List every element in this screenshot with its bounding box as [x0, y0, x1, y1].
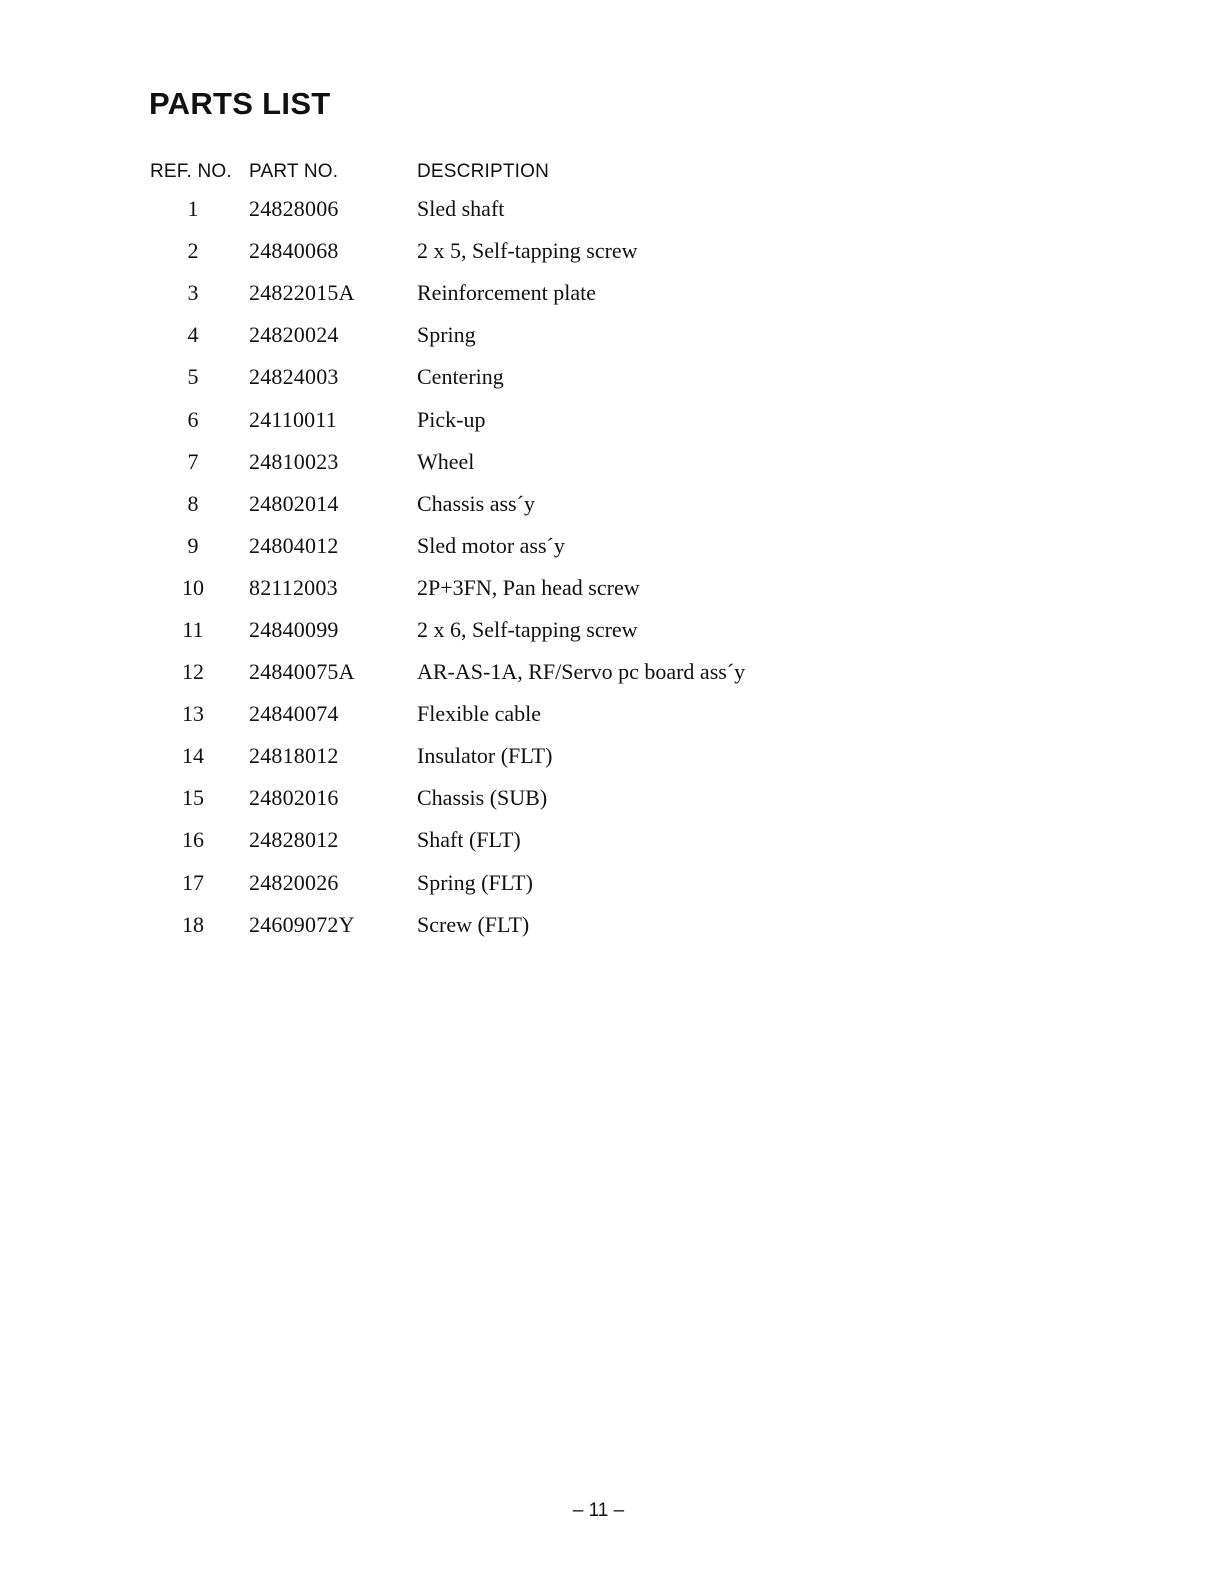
part-no-cell: 24609072Y	[249, 911, 355, 937]
ref-no-cell: 15	[182, 785, 204, 811]
description-cell: Spring (FLT)	[417, 869, 533, 895]
table-row	[150, 483, 837, 525]
table-header-row	[150, 156, 837, 188]
page-number: – 11 –	[572, 1500, 625, 1521]
ref-no-cell: 12	[182, 659, 204, 685]
ref-no-cell: 13	[182, 701, 204, 727]
ref-no-cell: 10	[182, 574, 204, 600]
ref-no-cell: 2	[187, 238, 199, 264]
description-cell: Sled shaft	[417, 196, 505, 222]
table-row	[150, 230, 837, 272]
table-row	[150, 314, 837, 356]
ref-no-cell: 9	[187, 532, 199, 558]
table-row	[150, 188, 837, 230]
table-row	[150, 272, 837, 314]
column-header-ref-no: REF. NO.	[150, 161, 232, 182]
description-cell: Screw (FLT)	[417, 911, 530, 937]
description-cell: Wheel	[417, 448, 475, 474]
description-cell: 2 x 6, Self-tapping screw	[417, 616, 638, 642]
description-cell: Chassis ass´y	[417, 490, 535, 516]
part-no-cell: 24824003	[249, 364, 339, 390]
ref-no-cell: 3	[187, 280, 199, 306]
description-cell: Spring	[417, 322, 476, 348]
description-cell: 2 x 5, Self-tapping screw	[417, 238, 638, 264]
ref-no-cell: 7	[187, 448, 199, 474]
page-title: PARTS LIST	[149, 86, 331, 121]
ref-no-cell: 18	[182, 911, 204, 937]
table-row	[150, 398, 837, 440]
description-cell: Chassis (SUB)	[417, 785, 548, 811]
ref-no-cell: 8	[187, 490, 199, 516]
description-cell: Shaft (FLT)	[417, 827, 521, 853]
table-row	[150, 777, 837, 819]
description-cell: 2P+3FN, Pan head screw	[417, 574, 640, 600]
ref-no-cell: 6	[187, 406, 199, 432]
description-cell: Centering	[417, 364, 504, 390]
table-row	[150, 609, 837, 651]
part-no-cell: 24840074	[249, 701, 339, 727]
description-cell: Pick-up	[417, 406, 486, 432]
table-row	[150, 819, 837, 861]
part-no-cell: 24828012	[249, 827, 339, 853]
part-no-cell: 24840099	[249, 616, 339, 642]
part-no-cell: 24820024	[249, 322, 339, 348]
part-no-cell: 24822015A	[249, 280, 355, 306]
ref-no-cell: 16	[182, 827, 204, 853]
part-no-cell: 24804012	[249, 532, 339, 558]
description-cell: AR-AS-1A, RF/Servo pc board ass´y	[417, 659, 746, 685]
description-cell: Sled motor ass´y	[417, 532, 565, 558]
part-no-cell: 24840068	[249, 238, 339, 264]
part-no-cell: 24802016	[249, 785, 339, 811]
part-no-cell: 24828006	[249, 196, 339, 222]
part-no-cell: 24810023	[249, 448, 339, 474]
table-row	[150, 441, 837, 483]
ref-no-cell: 14	[182, 743, 204, 769]
description-cell: Insulator (FLT)	[417, 743, 553, 769]
parts-table	[150, 156, 837, 946]
ref-no-cell: 1	[187, 196, 199, 222]
table-row	[150, 904, 837, 946]
part-no-cell: 24110011	[249, 406, 337, 432]
column-header-part-no: PART NO.	[249, 161, 339, 182]
table-row	[150, 735, 837, 777]
part-no-cell: 24840075A	[249, 659, 355, 685]
table-row	[150, 567, 837, 609]
ref-no-cell: 4	[187, 322, 199, 348]
description-cell: Reinforcement plate	[417, 280, 596, 306]
ref-no-cell: 11	[182, 616, 204, 642]
table-row	[150, 862, 837, 904]
column-header-description: DESCRIPTION	[417, 161, 550, 182]
table-row	[150, 693, 837, 735]
ref-no-cell: 5	[187, 364, 199, 390]
part-no-cell: 24820026	[249, 869, 339, 895]
table-row	[150, 356, 837, 398]
table-row	[150, 651, 837, 693]
table-row	[150, 525, 837, 567]
part-no-cell: 24818012	[249, 743, 339, 769]
part-no-cell: 82112003	[249, 574, 338, 600]
description-cell: Flexible cable	[417, 701, 542, 727]
ref-no-cell: 17	[182, 869, 204, 895]
part-no-cell: 24802014	[249, 490, 339, 516]
